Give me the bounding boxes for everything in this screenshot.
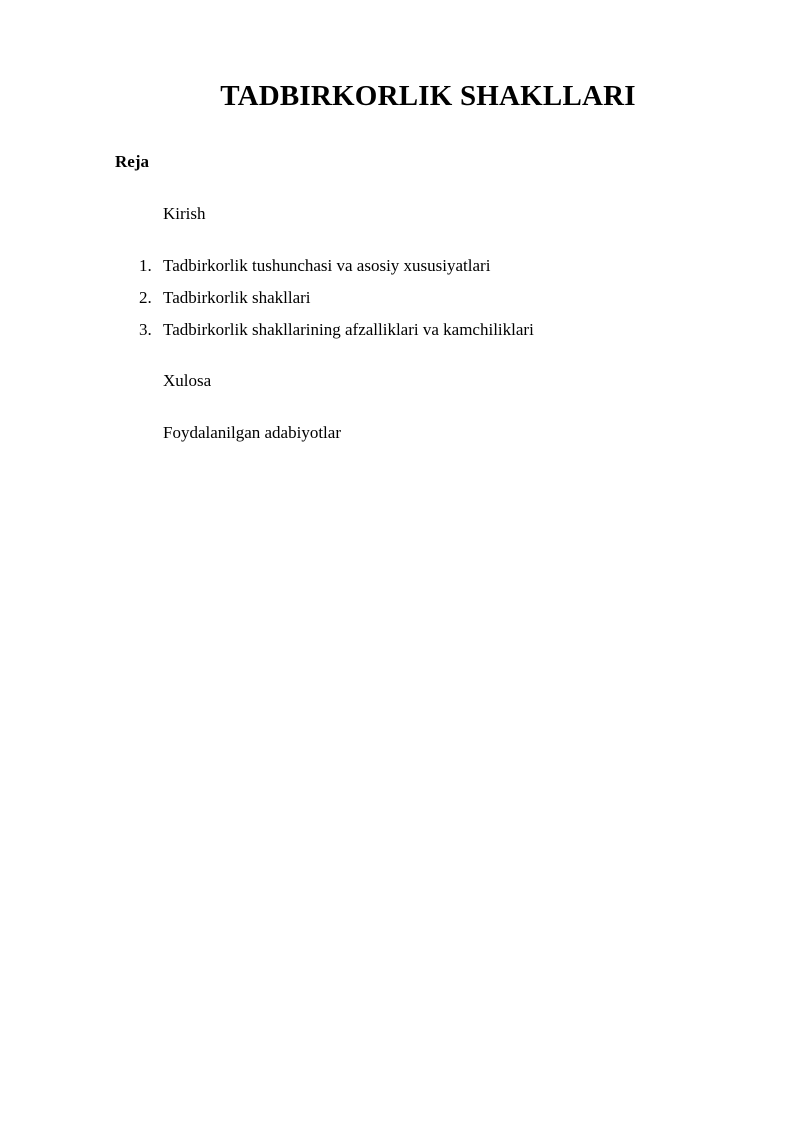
list-item-text: Tadbirkorlik tushunchasi va asosiy xususiyatlari — [163, 256, 491, 275]
list-item-text: Tadbirkorlik shakllarining afzalliklari va kamchiliklari — [163, 320, 534, 339]
list-item-number: 3. — [139, 320, 152, 339]
list-item-number: 2. — [139, 288, 152, 307]
references-line: Foydalanilgan adabiyotlar — [163, 423, 341, 442]
plan-heading: Reja — [115, 152, 149, 171]
document-title: TADBIRKORLIK SHAKLLARI — [220, 80, 636, 112]
list-item-text: Tadbirkorlik shakllari — [163, 288, 311, 307]
list-item-number: 1. — [139, 256, 152, 275]
conclusion-line: Xulosa — [163, 371, 212, 390]
intro-line: Kirish — [163, 204, 206, 223]
